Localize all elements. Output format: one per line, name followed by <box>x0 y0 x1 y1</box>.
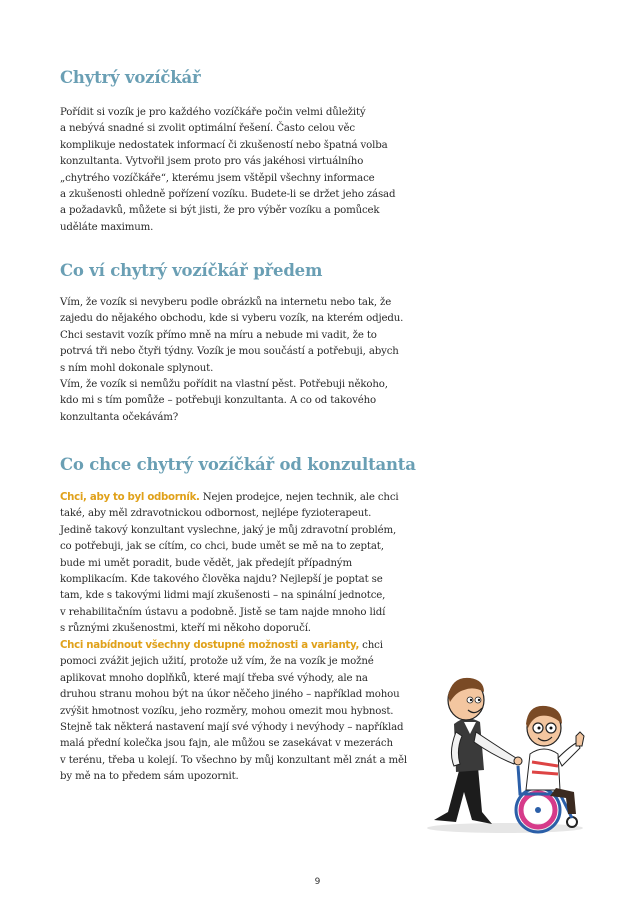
text-line: s různými zkušenostmi, kteří mi někoho doporučí. <box>60 623 311 635</box>
section-heading-co-vi: Co ví chytrý vozíčkář předem <box>60 261 323 280</box>
text-line: a požadavků, můžete si být jisti, že pro výběr vozíku a pomůcek <box>60 205 380 217</box>
text-line: potrvá tři nebo čtyři týdny. Vozík je mou součástí a potřebuji, abych <box>60 346 399 358</box>
section2-paragraph <box>60 295 420 426</box>
text-line: kdo mi s tím pomůže – potřebuji konzultanta. A co od takového <box>60 395 376 407</box>
text-line: pomoci zvážit jejich užití, protože už vím, že na vozík je možné <box>60 656 374 668</box>
highlight-text: Chci, aby to byl odborník. <box>60 492 200 503</box>
section-heading-chytry-vozickar: Chytrý vozíčkář <box>60 68 201 87</box>
highlight-text: Chci nabídnout všechny dostupné možnosti a varianty, <box>60 640 360 651</box>
text-line: Vím, že vozík si nemůžu pořídit na vlastní pěst. Potřebuji někoho, <box>60 379 388 391</box>
text-line: s ním mohl dokonale splynout. <box>60 362 214 374</box>
text-line: komplikacím. Kde takového člověka najdu? Nejlepší je poptat se <box>60 574 383 586</box>
text-line: a zkušenosti ohledně pořízení vozíku. Budete-li se držet jeho zásad <box>60 189 396 201</box>
paragraph-first-line: Chci nabídnout všechny dostupné možnosti a varianty, chci <box>60 640 383 651</box>
text-line: tam, kde s takovými lidmi mají zkušenosti – na spinální jednotce, <box>60 590 386 602</box>
text-line: druhou stranu mohou být na úkor něčeho jiného – například mohou <box>60 689 400 701</box>
text-line: zajedu do nějakého obchodu, kde si vyberu vozík, na kterém odjedu. <box>60 313 404 325</box>
text-line: konzultanta. Vytvořil jsem proto pro vás jakéhosi virtuálního <box>60 156 364 168</box>
text-line: uděláte maximum. <box>60 221 154 233</box>
page-number: 9 <box>314 877 321 887</box>
text-line: zvýšit hmotnost vozíku, jeho rozměry, mohou omezit mou hybnost. <box>60 705 394 717</box>
text-line: Jedině takový konzultant vyslechne, jaký je můj zdravotní problém, <box>60 524 397 536</box>
text-line: konzultanta očekávám? <box>60 411 179 423</box>
text-line: by mě na to předem sám upozornit. <box>60 771 239 783</box>
paragraph-first-line: Chci, aby to byl odborník. Nejen prodejce, nejen technik, ale chci <box>60 492 399 503</box>
text-line: Vím, že vozík si nevyberu podle obrázků na internetu nebo tak, že <box>60 297 392 308</box>
text-line: Chci sestavit vozík přímo mně na míru a nebude mi vadit, že to <box>60 329 377 341</box>
cartoon-consultant-pushing-wheelchair-user-icon <box>420 662 590 837</box>
text-line: Stejně tak některá nastavení mají své výhody i nevýhody – například <box>60 722 404 734</box>
text-line: v terénu, třeba u kolejí. To všechno by můj konzultant měl znát a měl <box>60 754 407 766</box>
text-line: malá přední kolečka jsou fajn, ale můžou se zasekávat v mezerách <box>60 738 393 750</box>
section1-paragraph <box>60 105 420 236</box>
section3-paragraph-expert <box>60 490 420 638</box>
text-line: „chytrého vozíčkáře“, kterému jsem vštěpil všechny informace <box>60 172 375 184</box>
text-line: také, aby měl zdravotnickou odbornost, nejlépe fyzioterapeut. <box>60 508 372 520</box>
text-line: aplikovat mnoho doplňků, které mají třeba své výhody, ale na <box>60 672 368 684</box>
section-heading-co-chce: Co chce chytrý vozíčkář od konzultanta <box>60 455 416 474</box>
text-line: bude mi umět poradit, bude vědět, jak předejít případným <box>60 557 353 569</box>
text-line: co potřebuji, jak se cítím, co chci, bude umět se mě na to zeptat, <box>60 541 384 553</box>
section3-paragraph-options <box>60 638 420 786</box>
text-line: komplikuje nedostatek informací či zkušeností nebo špatná volba <box>60 139 388 151</box>
text-line: v rehabilitačním ústavu a podobně. Jistě se tam najde mnoho lidí <box>60 606 386 618</box>
text-line: a nebývá snadné si zvolit optimální řešení. Často celou věc <box>60 123 355 135</box>
text-line: Pořídit si vozík je pro každého vozíčkáře počin velmi důležitý <box>60 107 366 118</box>
